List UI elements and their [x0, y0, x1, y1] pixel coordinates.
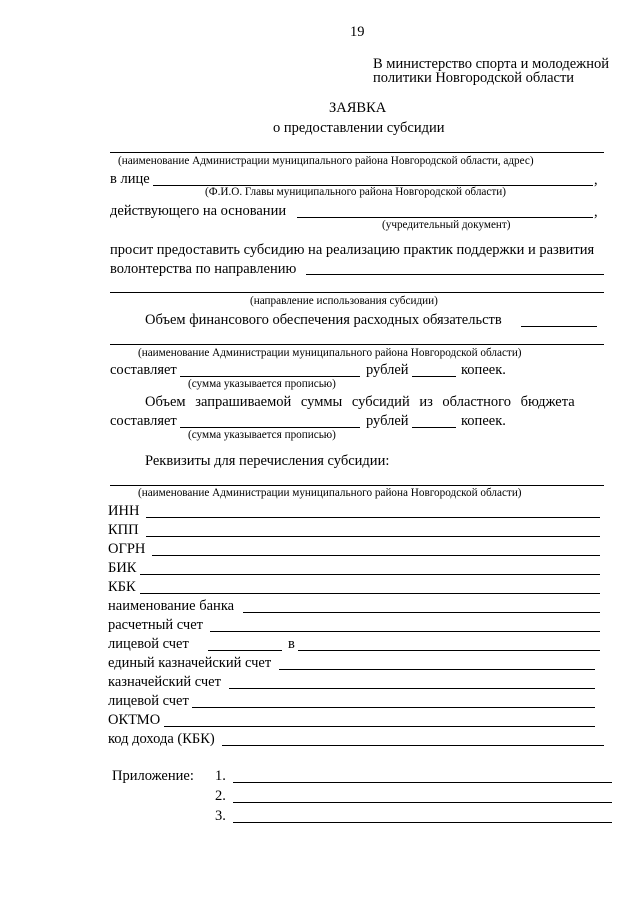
comma: ,: [594, 204, 598, 220]
financing-field[interactable]: [521, 326, 597, 327]
attachment-field-1[interactable]: [233, 782, 612, 783]
financing-admin-field[interactable]: [110, 344, 604, 345]
ogrn-field[interactable]: [152, 555, 600, 556]
single-treasury-account-field[interactable]: [279, 669, 595, 670]
attachment-field-3[interactable]: [233, 822, 612, 823]
rub-label-2: рублей: [366, 413, 409, 429]
page-subtitle: о предоставлении субсидии: [273, 120, 445, 136]
page-title: ЗАЯВКА: [329, 100, 387, 116]
bik-field[interactable]: [140, 574, 600, 575]
head-fio-hint: (Ф.И.О. Главы муниципального района Новгородской области): [205, 186, 506, 198]
income-code-field[interactable]: [222, 745, 604, 746]
attachment-number: 2.: [215, 788, 226, 804]
direction-field-2[interactable]: [110, 292, 604, 293]
personal-account-bank-field[interactable]: [298, 650, 600, 651]
kop-label-2: копеек.: [461, 413, 506, 429]
requisites-admin-field[interactable]: [110, 485, 604, 486]
inn-field[interactable]: [146, 517, 600, 518]
kop-field[interactable]: [412, 376, 456, 377]
direction-hint: (направление использования субсидии): [250, 295, 438, 307]
treasury-account-label: казначейский счет: [108, 674, 221, 690]
attachment-field-2[interactable]: [233, 802, 612, 803]
settlement-account-label: расчетный счет: [108, 617, 203, 633]
addressee-line-1: В министерство спорта и молодежной: [373, 56, 609, 72]
kop-field-2[interactable]: [412, 427, 456, 428]
page-number: 19: [350, 24, 365, 40]
rub-label: рублей: [366, 362, 409, 378]
treasury-account-field[interactable]: [229, 688, 595, 689]
ogrn-label: ОГРН: [108, 541, 146, 557]
bik-label: БИК: [108, 560, 137, 576]
in-label: в: [288, 636, 295, 652]
acting-basis-label: действующего на основании: [110, 203, 287, 219]
kop-label: копеек.: [461, 362, 506, 378]
requisites-admin-hint: (наименование Администрации муниципального района Новгородской области): [138, 487, 522, 499]
single-treasury-account-label: единый казначейский счет: [108, 655, 272, 671]
oktmo-label: ОКТМО: [108, 712, 161, 728]
amount-words-field[interactable]: [180, 376, 360, 377]
personal-account-label: лицевой счет: [108, 636, 189, 652]
amount-label: составляет: [110, 362, 177, 378]
kbk-field[interactable]: [140, 593, 600, 594]
personal-account-2-field[interactable]: [192, 707, 595, 708]
bank-field[interactable]: [243, 612, 600, 613]
personal-account-field[interactable]: [208, 650, 282, 651]
sum-words-hint-2: (сумма указывается прописью): [188, 429, 336, 441]
request-text-1: просит предоставить субсидию на реализацию практик поддержки и развития: [110, 242, 595, 258]
settlement-account-field[interactable]: [210, 631, 600, 632]
request-text-2: волонтерства по направлению: [110, 261, 297, 277]
requisites-label: Реквизиты для перечисления субсидии:: [145, 453, 390, 469]
attachments-label: Приложение:: [112, 768, 194, 784]
kpp-field[interactable]: [146, 536, 600, 537]
financing-label: Объем финансового обеспечения расходных обязательств: [145, 312, 502, 328]
admin-name-address-field[interactable]: [110, 152, 604, 153]
admin-name-address-hint: (наименование Администрации муниципального района Новгородской области, адрес): [118, 155, 534, 167]
requested-label: Объем запрашиваемой суммы субсидий из областного бюджета: [145, 394, 575, 410]
attachment-number: 3.: [215, 808, 226, 824]
bank-label: наименование банка: [108, 598, 235, 614]
comma: ,: [594, 172, 598, 188]
founding-doc-hint: (учредительный документ): [382, 219, 511, 231]
requested-words-field[interactable]: [180, 427, 360, 428]
kbk-label: КБК: [108, 579, 136, 595]
oktmo-field[interactable]: [164, 726, 595, 727]
income-code-label: код дохода (КБК): [108, 731, 215, 747]
amount-label-2: составляет: [110, 413, 177, 429]
in-person-label: в лице: [110, 171, 150, 187]
founding-doc-field[interactable]: [297, 217, 593, 218]
inn-label: ИНН: [108, 503, 140, 519]
addressee-line-2: политики Новгородской области: [373, 70, 575, 86]
attachment-number: 1.: [215, 768, 226, 784]
direction-field[interactable]: [306, 274, 604, 275]
personal-account-2-label: лицевой счет: [108, 693, 189, 709]
kpp-label: КПП: [108, 522, 139, 538]
financing-admin-hint: (наименование Администрации муниципального района Новгородской области): [138, 347, 522, 359]
sum-words-hint: (сумма указывается прописью): [188, 378, 336, 390]
